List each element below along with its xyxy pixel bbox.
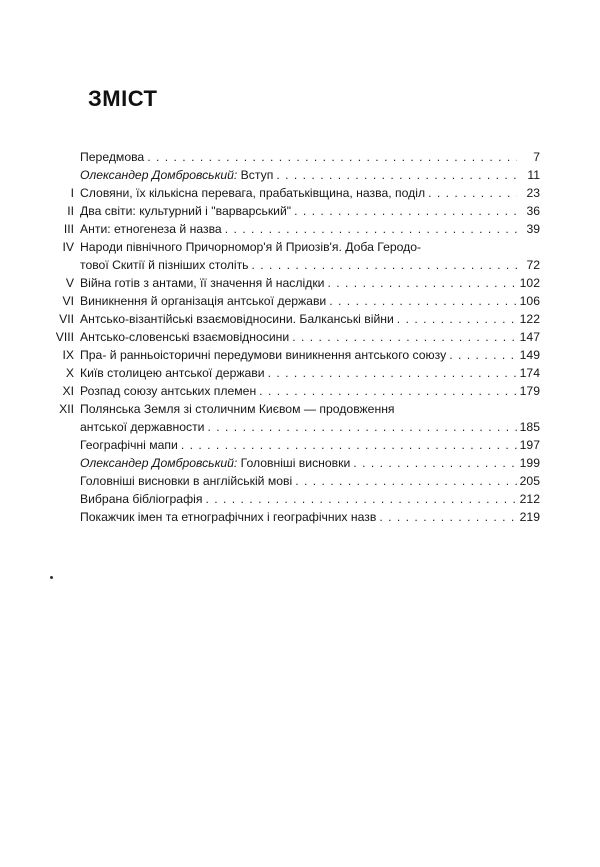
entry-title-continuation: тової Скитії й пізніших століть <box>80 258 249 272</box>
entry-title: Пра- й ранньоісторичні передумови виникнення антського союзу <box>80 348 447 362</box>
dot-leader <box>147 148 517 166</box>
dot-leader <box>329 292 516 310</box>
page-number: 72 <box>526 258 540 272</box>
entry-title: Антсько-словенські взаємовідносини <box>80 330 290 344</box>
ink-speck <box>50 576 53 579</box>
chapter-number: XI <box>62 384 74 398</box>
page-number: 102 <box>519 276 540 290</box>
chapter-number: XII <box>59 402 74 416</box>
dot-leader <box>207 418 516 436</box>
chapter-number: IV <box>62 240 74 254</box>
entry-title: Головніші висновки в англійській мові <box>80 474 293 488</box>
page-number: 179 <box>519 384 540 398</box>
toc-entry <box>0 166 600 184</box>
entry-title: Розпад союзу антських племен <box>80 384 257 398</box>
toc-entry <box>0 220 600 238</box>
dot-leader <box>205 490 516 508</box>
toc-entry <box>0 202 600 220</box>
entry-title: Анти: етногенеза й назва <box>80 222 222 236</box>
dot-leader <box>276 166 517 184</box>
dot-leader <box>379 508 516 526</box>
toc-line <box>80 454 540 472</box>
page-number: 205 <box>519 474 540 488</box>
dot-leader <box>295 472 516 490</box>
entry-author: Олександер Домбровський: <box>80 168 238 182</box>
page-number: 7 <box>533 150 540 164</box>
toc-entry <box>0 436 600 454</box>
toc-line <box>80 472 540 490</box>
dot-leader <box>449 346 516 364</box>
toc-line <box>80 310 540 328</box>
entry-title: Київ столицею антської держави <box>80 366 265 380</box>
toc-entry <box>0 472 600 490</box>
page-number: 39 <box>526 222 540 236</box>
page-number: 122 <box>519 312 540 326</box>
chapter-number: VIII <box>55 330 74 344</box>
dot-leader <box>428 184 517 202</box>
chapter-number: VI <box>62 294 74 308</box>
toc-line <box>80 184 540 202</box>
entry-title: Полянська Земля зі столичним Києвом — продовження <box>80 402 395 416</box>
toc-line <box>80 508 540 526</box>
dot-leader <box>181 436 517 454</box>
chapter-number: III <box>63 222 74 236</box>
entry-title: Головніші висновки <box>237 456 351 470</box>
toc-line <box>80 274 540 292</box>
toc-entry <box>0 400 600 436</box>
dot-leader <box>294 202 517 220</box>
toc-line <box>80 436 540 454</box>
toc-line <box>80 292 540 310</box>
entry-author: Олександер Домбровський: <box>80 456 238 470</box>
toc-line <box>80 256 540 274</box>
chapter-number: V <box>65 276 74 290</box>
dot-leader <box>353 454 516 472</box>
chapter-number: X <box>65 366 74 380</box>
page-number: 23 <box>526 186 540 200</box>
toc-entry <box>0 148 600 166</box>
entry-title: Вибрана бібліографія <box>80 492 203 506</box>
entry-title: Два світи: культурний і "варварський" <box>80 204 292 218</box>
entry-title: Виникнення й організація антської держави <box>80 294 327 308</box>
dot-leader <box>268 364 517 382</box>
page-number: 149 <box>519 348 540 362</box>
entry-title: Війна готів з антами, її значення й наслідки <box>80 276 325 290</box>
page-number: 11 <box>527 168 540 182</box>
entry-title: Географічні мапи <box>80 438 178 452</box>
chapter-number: I <box>70 186 74 200</box>
entry-title-wrap <box>80 454 350 472</box>
toc-line <box>80 220 540 238</box>
toc-entry <box>0 454 600 472</box>
toc-entry <box>0 274 600 292</box>
chapter-number: IX <box>62 348 74 362</box>
page-number: 106 <box>519 294 540 308</box>
chapter-number: II <box>67 204 74 218</box>
entry-title: Народи північного Причорномор'я й Приозів'я. Доба Геродо- <box>80 240 422 254</box>
toc-entry <box>0 490 600 508</box>
toc-line <box>80 202 540 220</box>
page-number: 185 <box>519 420 540 434</box>
toc-entry <box>0 346 600 364</box>
toc-entry <box>0 328 600 346</box>
toc-entry <box>0 382 600 400</box>
dot-leader <box>225 220 517 238</box>
chapter-number: VII <box>59 312 74 326</box>
toc-entry <box>0 508 600 526</box>
entry-title: Покажчик імен та етнографічних і географічних назв <box>80 510 377 524</box>
page-number: 212 <box>519 492 540 506</box>
entry-title: Передмова <box>80 150 145 164</box>
dot-leader <box>327 274 516 292</box>
toc-line <box>80 490 540 508</box>
toc-entry <box>0 292 600 310</box>
page-number: 36 <box>526 204 540 218</box>
entry-title: Антсько-візантійські взаємовідносини. Балканські війни <box>80 312 394 326</box>
toc-entry <box>0 364 600 382</box>
page-number: 199 <box>519 456 540 470</box>
entry-title-wrap <box>80 166 273 184</box>
page-title: ЗМІСТ <box>88 86 158 111</box>
toc-entry <box>0 310 600 328</box>
entry-title-continuation: антської державности <box>80 420 205 434</box>
entry-title: Вступ <box>237 168 274 182</box>
page-number: 174 <box>519 366 540 380</box>
toc-line <box>80 382 540 400</box>
page-number: 219 <box>519 510 540 524</box>
toc-line <box>80 148 540 166</box>
dot-leader <box>292 328 516 346</box>
page-number: 197 <box>519 438 540 452</box>
dot-leader <box>259 382 516 400</box>
page-number: 147 <box>519 330 540 344</box>
toc-entry <box>0 238 600 274</box>
entry-title: Словяни, їх кількісна перевага, прабатьківщина, назва, поділ <box>80 186 426 200</box>
toc-line <box>80 418 540 436</box>
dot-leader <box>252 256 517 274</box>
toc-entry <box>0 184 600 202</box>
toc-line <box>80 346 540 364</box>
toc-line <box>80 328 540 346</box>
dot-leader <box>397 310 517 328</box>
toc-line <box>80 166 540 184</box>
toc-line <box>80 364 540 382</box>
